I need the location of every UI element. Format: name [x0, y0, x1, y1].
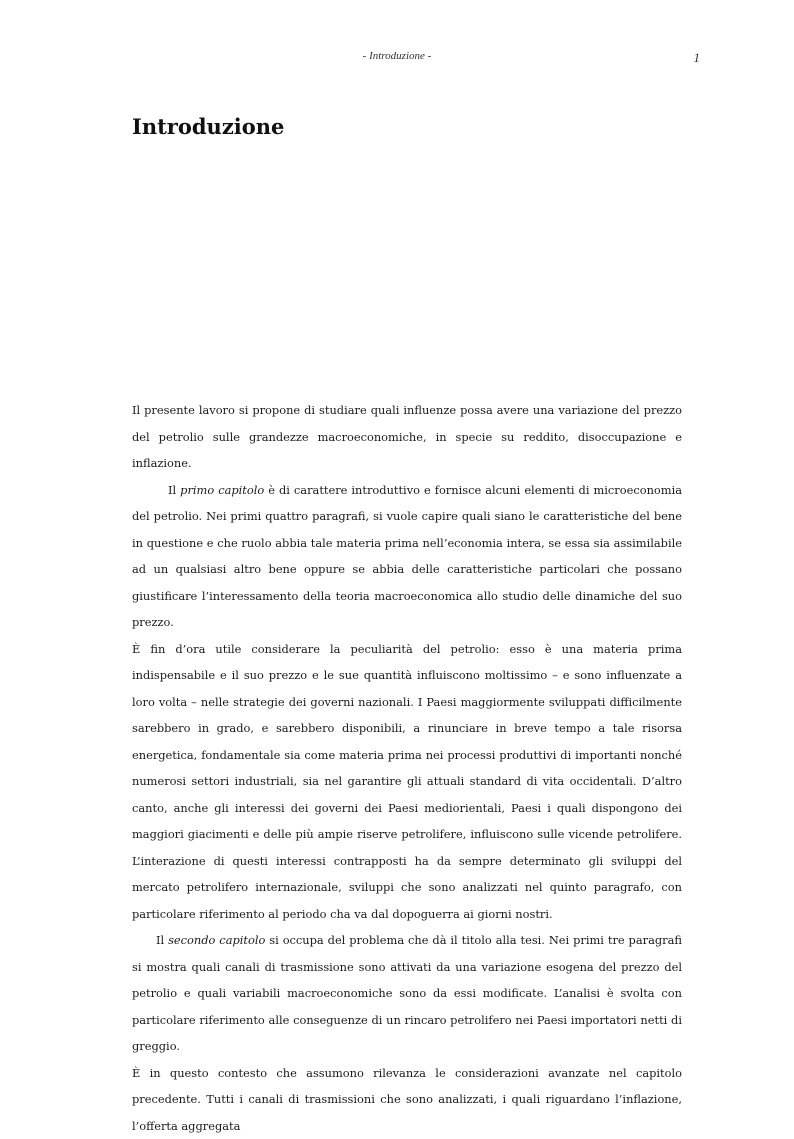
paragraph-1: Il presente lavoro si propone di studiare quali influenze possa avere una variazione del prezzo del petrolio sulle grandezze macroeconomiche, in specie su reddito, disoccupazione e inflazione.: [132, 397, 682, 477]
paragraph-4: [132, 927, 682, 1060]
paragraph-5: È in questo contesto che assumono rilevanza le considerazioni avanzate nel capitolo precedente. Tutti i canali di trasmissioni che sono analizzati, i quali riguardano l’inflazione, l’offerta aggregata: [132, 1060, 682, 1139]
paragraph-4-start: Il: [156, 933, 168, 947]
paragraph-4-rest: si occupa del problema che dà il titolo alla tesi. Nei primi tre paragrafi si mostra quali canali di trasmissione sono attivati da una variazione esogena del prezzo del petrolio e quali variabili macroeconomiche sono da essi modificate. L’analisi è svolta con particolare riferimento alle conseguenze di un rincaro petrolifero nei Paesi importatori netti di greggio.: [132, 933, 682, 1053]
chapter-title: Introduzione: [132, 114, 284, 139]
running-header: - Introduzione -: [0, 50, 794, 62]
paragraph-2-rest: è di carattere introduttivo e fornisce alcuni elementi di microeconomia del petrolio. Nei primi quattro paragrafi, si vuole capire quali siano le caratteristiche del bene in questione e che ruolo abbia tale materia prima nell’economia intera, se essa sia assimilabile ad un qualsiasi altro bene oppure se abbia delle caratteristiche particolari che possano giustificare l’interessamento della teoria macroeconomica allo studio delle dinamiche del suo prezzo.: [132, 483, 682, 630]
paragraph-2-start: Il: [168, 483, 180, 497]
secondo-capitolo-emphasis: secondo capitolo: [168, 933, 265, 947]
page-number: 1: [680, 50, 700, 66]
primo-capitolo-emphasis: primo capitolo: [180, 483, 264, 497]
paragraph-3: È fin d’ora utile considerare la peculiarità del petrolio: esso è una materia prima indispensabile e il suo prezzo e le sue quantità influiscono moltissimo – e sono influenzate a loro volta – nelle strategie dei governi nazionali. I Paesi maggiormente sviluppati difficilmente sarebbero in grado, e sarebbero disponibili, a rinunciare in breve tempo a tale risorsa energetica, fondamentale sia come materia prima nei processi produttivi di importanti nonché numerosi settori industriali, sia nel garantire gli attuali standard di vita occidentali. D’altro canto, anche gli interessi dei governi dei Paesi mediorientali, Paesi i quali dispongono dei maggiori giacimenti e delle più ampie riserve petrolifere, influiscono sulle vicende petrolifere. L’interazione di questi interessi contrapposti ha da sempre determinato gli sviluppi del mercato petrolifero internazionale, sviluppi che sono analizzati nel quinto paragrafo, con particolare riferimento al periodo cha va dal dopoguerra ai giorni nostri.: [132, 636, 682, 928]
paragraph-2: [132, 477, 682, 636]
body-text: [132, 397, 682, 1139]
